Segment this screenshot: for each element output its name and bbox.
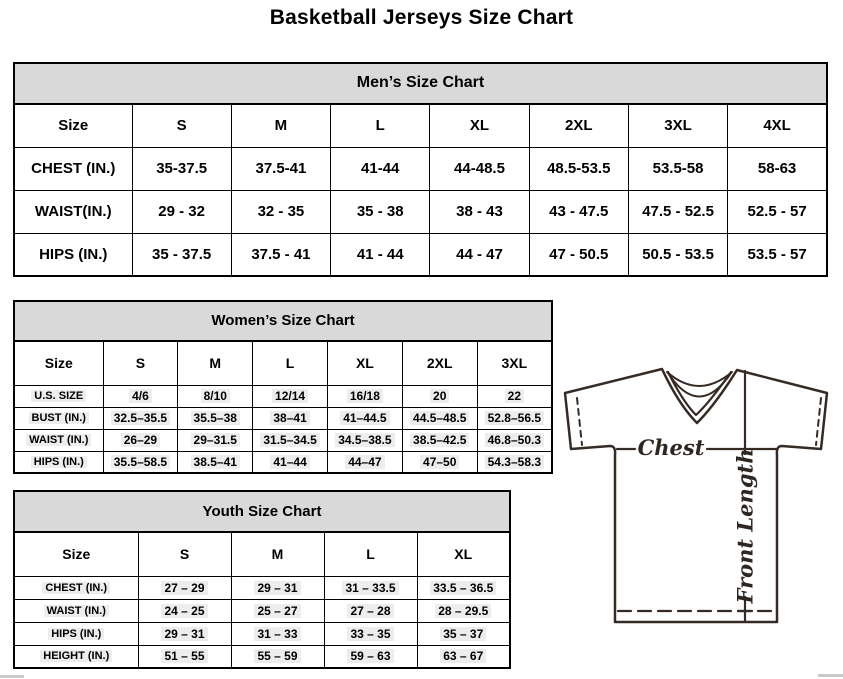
size-cell (231, 599, 324, 622)
size-cell (103, 451, 178, 473)
column-header-3xl: 3XL (477, 341, 552, 385)
size-cell (402, 429, 477, 451)
size-cell: 47.5 - 52.5 (628, 190, 727, 233)
size-value-text: 46.8–50.3 (485, 433, 544, 447)
size-cell (417, 599, 510, 622)
header-row (14, 341, 552, 385)
row-label (14, 645, 138, 668)
page-title: Basketball Jerseys Size Chart (269, 6, 574, 29)
scrollbar-corner-fragment-right (818, 674, 843, 677)
column-header-m: M (231, 104, 330, 147)
size-value-text: 4/6 (129, 389, 152, 403)
column-header-s: S (132, 104, 231, 147)
header-row (14, 104, 827, 147)
jersey-body-outline (565, 369, 827, 622)
table-row (14, 645, 510, 668)
column-header-4xl: 4XL (728, 104, 827, 147)
size-value-text: 32.5–35.5 (111, 411, 170, 425)
table-row (14, 147, 827, 190)
column-header-l: L (253, 341, 328, 385)
size-value-text: 35.5–38 (191, 411, 240, 425)
size-cell (477, 429, 552, 451)
size-value-text: 31 – 33 (254, 627, 300, 641)
column-header-2xl: 2XL (402, 341, 477, 385)
size-cell (402, 407, 477, 429)
size-cell (231, 645, 324, 668)
row-label (14, 622, 138, 645)
table-row (14, 233, 827, 276)
size-cell: 29 - 32 (132, 190, 231, 233)
column-header-s: S (103, 341, 178, 385)
table-row (14, 599, 510, 622)
row-label-text: HIPS (IN.) (48, 628, 104, 640)
size-cell (324, 576, 417, 599)
row-label (14, 385, 103, 407)
table-row (14, 451, 552, 473)
jersey-outline-drawing (555, 360, 843, 662)
size-value-text: 54.3–58.3 (485, 455, 544, 469)
men-table-grid (13, 103, 828, 277)
size-cell: 37.5-41 (231, 147, 330, 190)
size-cell (178, 429, 253, 451)
right-cuff-dashed-line (816, 398, 821, 445)
column-header-3xl: 3XL (628, 104, 727, 147)
size-value-text: 63 – 67 (440, 649, 486, 663)
size-value-text: 25 – 27 (254, 604, 300, 618)
row-label (14, 576, 138, 599)
size-value-text: 55 – 59 (254, 649, 300, 663)
size-value-text: 22 (505, 389, 524, 403)
column-header-s: S (138, 532, 231, 576)
women-table-grid (13, 340, 553, 474)
size-value-text: 59 – 63 (347, 649, 393, 663)
size-cell (417, 645, 510, 668)
youth-size-table (13, 490, 511, 669)
table-row (14, 622, 510, 645)
size-cell (327, 407, 402, 429)
size-cell (178, 385, 253, 407)
size-cell (138, 576, 231, 599)
row-label-text: BUST (IN.) (29, 412, 89, 424)
size-cell: 38 - 43 (430, 190, 529, 233)
row-label (14, 451, 103, 473)
corner-header: Size (14, 532, 138, 576)
size-cell (138, 645, 231, 668)
size-cell: 32 - 35 (231, 190, 330, 233)
header-row (14, 532, 510, 576)
row-label: WAIST(IN.) (14, 190, 132, 233)
front-length-measure-label: Front Length (732, 448, 758, 604)
size-value-text: 28 – 29.5 (435, 604, 491, 618)
table-row (14, 576, 510, 599)
corner-header: Size (14, 341, 103, 385)
size-cell (327, 451, 402, 473)
size-cell (402, 451, 477, 473)
column-header-xl: XL (417, 532, 510, 576)
size-cell (417, 622, 510, 645)
size-value-text: 29–31.5 (191, 433, 240, 447)
size-cell (103, 429, 178, 451)
size-cell: 53.5 - 57 (728, 233, 827, 276)
size-value-text: 52.8–56.5 (485, 411, 544, 425)
row-label: HIPS (IN.) (14, 233, 132, 276)
size-value-text: 29 – 31 (254, 581, 300, 595)
size-cell (253, 385, 328, 407)
size-cell (253, 429, 328, 451)
size-value-text: 41–44.5 (340, 411, 389, 425)
size-cell (324, 645, 417, 668)
size-cell (178, 451, 253, 473)
size-value-text: 31 – 33.5 (342, 581, 398, 595)
size-cell (402, 385, 477, 407)
size-cell: 37.5 - 41 (231, 233, 330, 276)
size-cell (327, 429, 402, 451)
size-cell (417, 576, 510, 599)
row-label-text: U.S. SIZE (31, 390, 86, 402)
size-cell: 52.5 - 57 (728, 190, 827, 233)
size-cell (103, 385, 178, 407)
size-cell: 43 - 47.5 (529, 190, 628, 233)
size-cell: 35-37.5 (132, 147, 231, 190)
size-value-text: 29 – 31 (161, 627, 207, 641)
size-cell (324, 622, 417, 645)
size-cell (477, 385, 552, 407)
size-value-text: 38–41 (270, 411, 309, 425)
size-value-text: 27 – 28 (347, 604, 393, 618)
row-label-text: WAIST (IN.) (44, 605, 109, 617)
table-row (14, 385, 552, 407)
column-header-l: L (331, 104, 430, 147)
size-value-text: 24 – 25 (161, 604, 207, 618)
column-header-m: M (231, 532, 324, 576)
left-cuff-dashed-line (577, 398, 582, 445)
size-cell (253, 451, 328, 473)
table-row (14, 407, 552, 429)
size-value-text: 51 – 55 (161, 649, 207, 663)
jersey-measurement-diagram (555, 360, 843, 662)
size-value-text: 35 – 37 (440, 627, 486, 641)
table-row (14, 429, 552, 451)
row-label-text: WAIST (IN.) (26, 434, 91, 446)
size-cell: 44 - 47 (430, 233, 529, 276)
size-value-text: 47–50 (420, 455, 459, 469)
size-cell (324, 599, 417, 622)
youth-table-grid (13, 531, 511, 669)
size-value-text: 38.5–41 (191, 455, 240, 469)
size-cell (231, 622, 324, 645)
size-cell: 44-48.5 (430, 147, 529, 190)
size-cell (253, 407, 328, 429)
table-row (14, 190, 827, 233)
size-cell (477, 451, 552, 473)
row-label (14, 407, 103, 429)
row-label (14, 599, 138, 622)
column-header-l: L (324, 532, 417, 576)
size-cell: 50.5 - 53.5 (628, 233, 727, 276)
men-table-title: Men’s Size Chart (13, 62, 828, 103)
column-header-xl: XL (327, 341, 402, 385)
size-cell: 35 - 38 (331, 190, 430, 233)
size-value-text: 20 (430, 389, 449, 403)
size-cell (477, 407, 552, 429)
size-cell: 41-44 (331, 147, 430, 190)
size-cell (138, 622, 231, 645)
row-label (14, 429, 103, 451)
size-value-text: 38.5–42.5 (410, 433, 469, 447)
size-value-text: 44.5–48.5 (410, 411, 469, 425)
size-value-text: 26–29 (121, 433, 160, 447)
size-cell: 58-63 (728, 147, 827, 190)
mens-size-table (13, 62, 828, 277)
size-cell (231, 576, 324, 599)
size-cell: 53.5-58 (628, 147, 727, 190)
size-cell: 35 - 37.5 (132, 233, 231, 276)
size-cell: 41 - 44 (331, 233, 430, 276)
column-header-xl: XL (430, 104, 529, 147)
women-table-title: Women’s Size Chart (13, 300, 553, 340)
row-label-text: HEIGHT (IN.) (40, 650, 112, 662)
column-header-2xl: 2XL (529, 104, 628, 147)
size-value-text: 31.5–34.5 (260, 433, 319, 447)
size-value-text: 12/14 (272, 389, 308, 403)
womens-size-table (13, 300, 553, 474)
size-cell (103, 407, 178, 429)
row-label-text: CHEST (IN.) (42, 582, 110, 594)
row-label: CHEST (IN.) (14, 147, 132, 190)
size-cell: 48.5-53.5 (529, 147, 628, 190)
size-value-text: 33 – 35 (347, 627, 393, 641)
youth-table-title: Youth Size Chart (13, 490, 511, 531)
chest-measure-label: Chest (637, 435, 705, 460)
size-value-text: 27 – 29 (161, 581, 207, 595)
size-value-text: 16/18 (347, 389, 383, 403)
size-cell (138, 599, 231, 622)
size-cell (327, 385, 402, 407)
scrollbar-corner-fragment-left (0, 675, 24, 678)
corner-header: Size (14, 104, 132, 147)
row-label-text: HIPS (IN.) (31, 456, 87, 468)
size-value-text: 33.5 – 36.5 (430, 581, 496, 595)
size-value-text: 41–44 (270, 455, 309, 469)
size-cell: 47 - 50.5 (529, 233, 628, 276)
size-cell (178, 407, 253, 429)
size-value-text: 34.5–38.5 (335, 433, 394, 447)
size-value-text: 35.5–58.5 (111, 455, 170, 469)
size-value-text: 8/10 (201, 389, 230, 403)
column-header-m: M (178, 341, 253, 385)
size-value-text: 44–47 (345, 455, 384, 469)
